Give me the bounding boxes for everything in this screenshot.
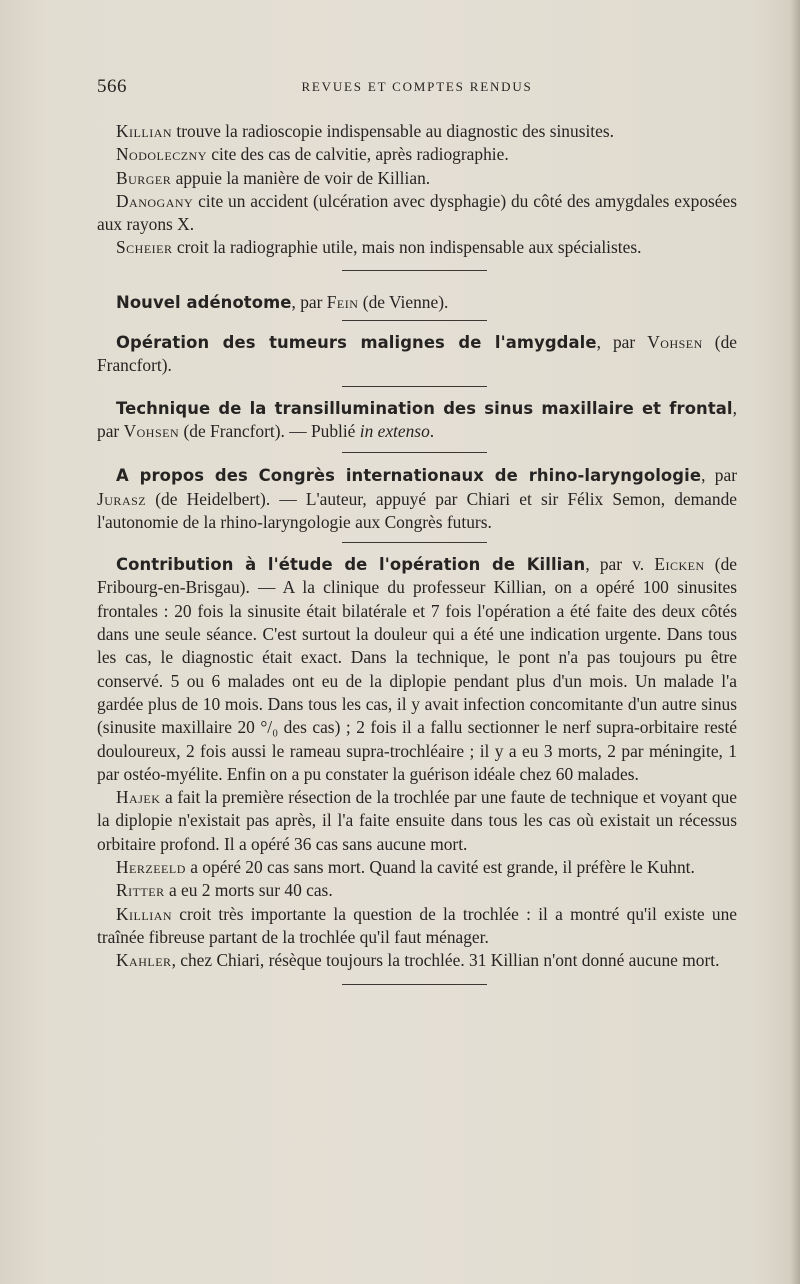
paragraph-text: cite un accident (ulcération avec dysphagie) du côté des amygdales exposées aux rayons X. [97,190,737,235]
section-divider [342,270,487,271]
page-body [97,120,737,985]
paragraph-text: (de Fribourg-en-Brisgau). — A la clinique du professeur Killian, on a opéré 100 sinusites frontales : 20 fois la sinusite était bilatérale et 7 fois l'opération a été faite des deux côtés dans une seule séance. C'est surtout la douleur qui a été une indication urgente. Dans tous les cas, le diagnostic était exact. Dans la technique, le pont n'a pas toujours pu être conservé. 5 ou 6 malades ont eu de la diplopie pendant plus d'un mois. Un malade l'a gardée plus de 10 mois. Dans tous les cas, il y avait infection concomitante d'un autre sinus (sinusite maxillaire 20 °/₀ des cas) ; 2 fois il a fallu sectionner le nerf supra-orbitaire resté douloureux, 2 fois aussi le rameau supra-trochléaire ; il y a eu 3 morts, 2 par méningite, 1 par ostéo-myélite. Enfin on a pu constater la guérison idéale chez 60 malades. [97,554,738,784]
paragraph-text: croit la radiographie utile, mais non indispensable aux spécialistes. [172,237,642,258]
intro-paragraph [97,143,737,166]
author-name: Ritter [116,880,165,901]
author-name: Eicken [654,554,705,575]
intro-paragraph [97,167,737,190]
section-divider [342,542,487,543]
author-name: Vohsen [647,332,703,353]
paragraph-text-end: . [429,420,435,441]
italic-text: in extenso [359,420,430,441]
discussion-paragraph [97,786,737,856]
section-divider [342,452,487,453]
author-name: Burger [116,167,172,188]
byline-text: , par [97,397,737,441]
discussion-paragraph [97,949,737,972]
page-header [97,76,737,100]
author-name: Killian [116,121,173,141]
paragraph-text: croit très importante la question de la trochlée : il a montré qu'il existe une traînée fibreuse partant de la trochlée qu'il faut ménager. [97,903,737,947]
paragraph-text: (de Heidelbert). — L'auteur, appuyé par Chiari et sir Félix Semon, demande l'autonomie de la rhino-laryngologie aux Congrès futurs. [97,488,737,532]
byline-text: , par [291,291,327,312]
paragraph-text: trouve la radioscopie indispensable au diagnostic des sinusites. [172,121,614,141]
author-name: Fein [326,291,359,312]
article-entry [97,553,737,786]
byline-text: , par v. [585,554,655,575]
article-title: A propos des Congrès internationaux de rhino-laryngologie [116,466,702,486]
author-name: Kahler [116,950,172,971]
author-name: Scheier [116,237,173,258]
discussion-paragraph [97,856,737,879]
article-title: Technique de la transillumination des sinus maxillaire et frontal [116,398,733,418]
author-name: Nodoleczny [116,144,207,165]
intro-paragraph [97,120,737,143]
author-name: Herzeeld [116,857,186,878]
section-divider [342,386,487,387]
author-name: Killian [116,903,173,924]
byline-text: , par [596,332,648,353]
paragraph-text: (de Francfort). — Publié [179,420,360,441]
article-entry [97,397,737,444]
discussion-paragraph [97,879,737,902]
article-title: Nouvel adénotome [116,292,292,312]
paragraph-text: appuie la manière de voir de Killian. [171,167,431,188]
article-entry [97,464,737,534]
article-title: Contribution à l'étude de l'opération de Killian [116,555,586,575]
author-name: Hajek [116,787,161,808]
article-entry [97,291,737,314]
article-entry [97,331,737,378]
author-name: Danogany [116,190,194,211]
running-title: REVUES ET COMPTES RENDUS [301,79,533,94]
paragraph-text: a opéré 20 cas sans mort. Quand la cavité est grande, il préfère le Kuhnt. [185,857,695,878]
page-edge-shadow [790,0,800,1284]
intro-paragraph [97,236,737,259]
section-divider [342,320,487,321]
page-number: 566 [97,76,127,97]
byline-text: , par [701,465,737,486]
author-name: Vohsen [123,420,180,441]
paragraph-text: cite des cas de calvitie, après radiographie. [206,144,509,165]
intro-paragraph [97,190,737,237]
paragraph-text: (de Francfort). [97,332,738,376]
discussion-paragraph [97,903,737,950]
paragraph-text: a eu 2 morts sur 40 cas. [164,880,333,901]
author-name: Jurasz [97,488,147,509]
paragraph-text: (de Vienne). [358,291,449,312]
paragraph-text: , chez Chiari, résèque toujours la trochlée. 31 Killian n'ont donné aucune mort. [171,950,720,971]
section-divider [342,984,487,985]
article-title: Opération des tumeurs malignes de l'amygdale [116,333,597,353]
paragraph-text: a fait la première résection de la trochlée par une faute de technique et voyant que la diplopie n'existait pas après, il l'a faite ensuite dans tous les cas où existait un récessus orbitaire profond. Il a opéré 36 cas sans aucune mort. [97,787,737,854]
